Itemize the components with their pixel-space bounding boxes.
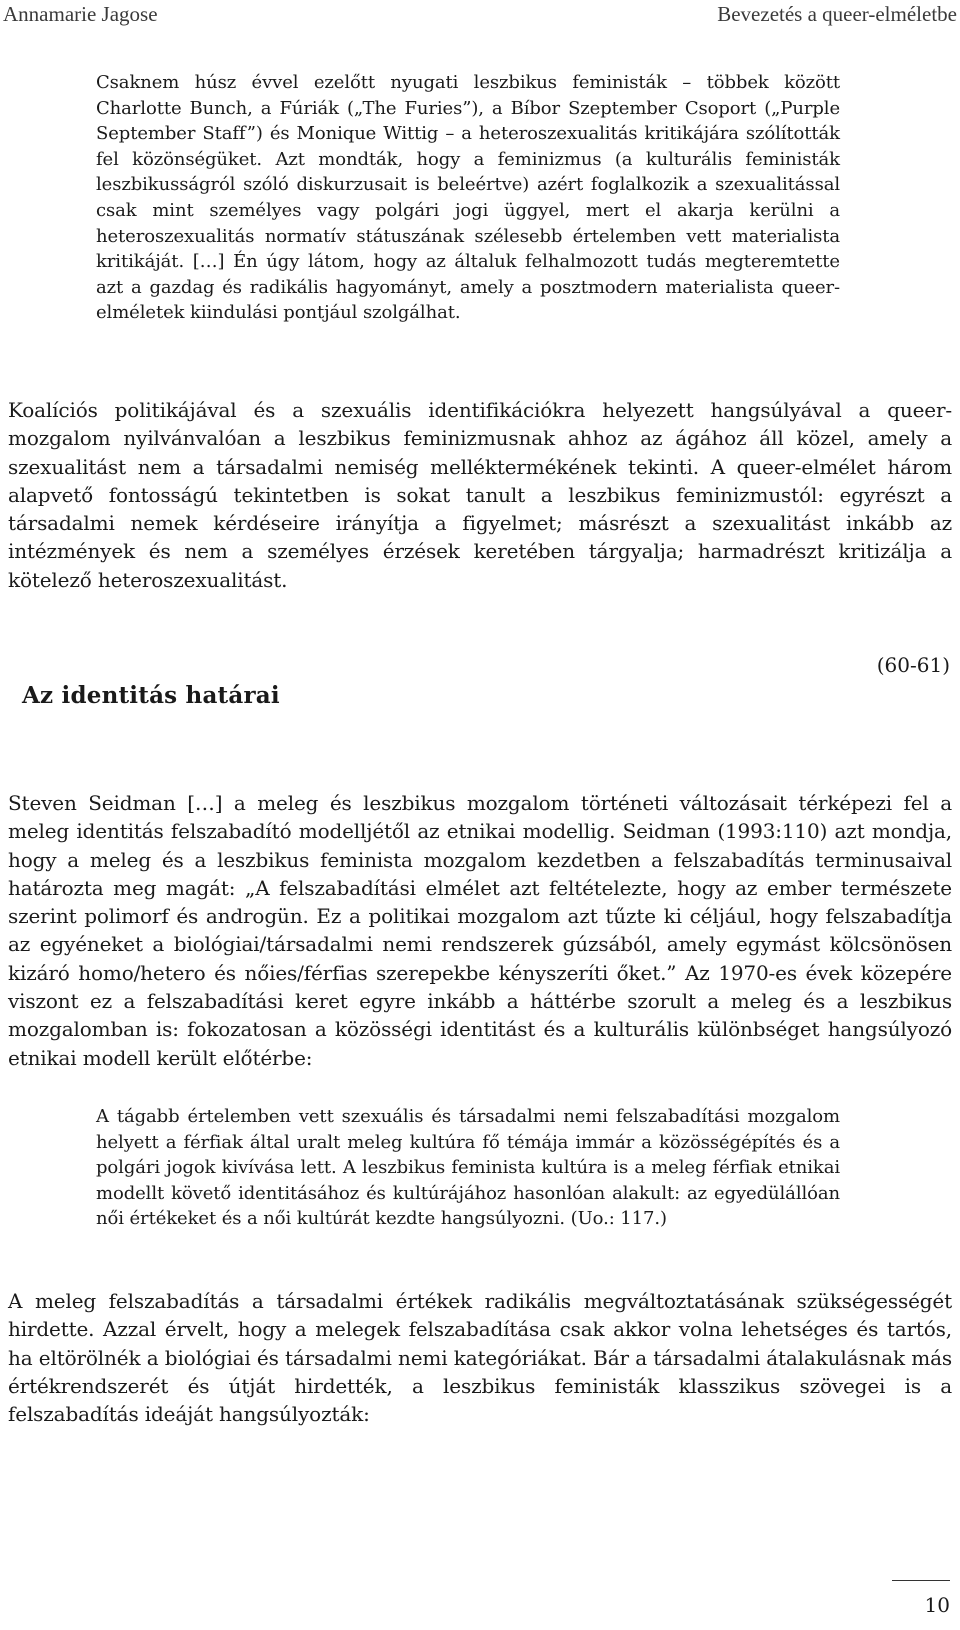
page-citation: (60-61)	[876, 653, 950, 677]
block-quote-seidman: A tágabb értelemben vett szexuális és társadalmi nemi felszabadítási mozgalom helyett a férfiak által uralt meleg kultúra fő témája immár a közösségépítés és a polgári jogok kivívása lett. A leszbikus feminista kultúra is a meleg férfiak etnikai modellt követő identitásához és kultúrájához hasonlóan alakult: az egyedülállóan női értékeket és a női kultúrát kezdte hangsúlyozni. (Uo.: 117.)	[96, 1106, 840, 1229]
block-quote-bunch-wittig: Csaknem húsz évvel ezelőtt nyugati leszbikus feministák – többek között Charlotte Bunch, a Fúriák („The Furies”), a Bíbor Szeptember Csoport („Purple September Staff”) és Monique Wittig – a heteroszexualitás kritikájára szólították fel közönségüket. Azt mondták, hogy a feminizmus (a kulturális feministák leszbikusságról szóló diskurzusait is beleértve) azért foglalkozik a szexualitással csak mint személyes vagy polgári jogi üggyel, mert el akarja kerülni a heteroszexualitás normatív státuszának szélesebb értelemben vett materialista kritikáját. […] Én úgy látom, hogy az általuk felhalmozott tudás megteremtette azt a gazdag és radikális hagyományt, amely a posztmodern materialista queer-elméletek kiindulási pontjául szolgálhat.	[96, 72, 840, 324]
header-book-title: Bevezetés a queer-elméletbe	[717, 2, 957, 26]
body-paragraph-gay-liberation: A meleg felszabadítás a társadalmi értékek radikális megváltoztatásának szükségességét hirdette. Azzal érvelt, hogy a melegek felszabadítása csak akkor volna lehetséges és tartós, ha eltörölnék a biológiai és társadalmi nemi kategóriákat. Bár a társadalmi átalakulásnak más értékrendszerét és útját hirdették, a leszbikus feministák klasszikus szövegei is a felszabadítás ideáját hangsúlyozták:	[8, 1289, 952, 1427]
running-header	[3, 2, 957, 30]
body-paragraph-seidman: Steven Seidman […] a meleg és leszbikus mozgalom történeti változásait térképezi fel a meleg identitás felszabadító modelljétől az etnikai modellig. Seidman (1993:110) azt mondja, hogy a meleg és a leszbikus feminista mozgalom kezdetben a felszabadítás terminusaival határozta meg magát: „A felszabadítási elmélet azt feltételezte, hogy az ember természete szerint polimorf és androgün. Ez a politikai mozgalom azt tűzte ki céljául, hogy felszabadítja az egyéneket a biológiai/társadalmi nemi rendszerek gúzsából, amely egymást kölcsönösen kizáró homo/hetero és nőies/férfias szerepekbe kényszeríti őket.” Az 1970-es évek közepére viszont ez a felszabadítási keret egyre inkább a háttérbe szorult a meleg és a leszbikus mozgalomban is: fokozatosan a közösségi identitást és a kulturális különbséget hangsúlyozó etnikai modell került előtérbe:	[8, 791, 952, 1070]
body-paragraph-coalition-politics: Koalíciós politikájával és a szexuális identifikációkra helyezett hangsúlyával a queer-mozgalom nyilvánvalóan a leszbikus feminizmusnak ahhoz az ágához áll közel, amely a szexualitást nem a társadalmi nemiség melléktermékének tekinti. A queer-elmélet három alapvető fontosságú tekintetben is sokat tanult a leszbikus feminizmustól: egyrészt a társadalmi nemek kérdéseire irányítja a figyelmet; másrészt a szexualitást inkább az intézmények és nem a személyes érzések keretében tárgyalja; harmadrészt kritizálja a kötelező heteroszexualitást.	[8, 398, 952, 592]
section-heading: Az identitás határai	[22, 682, 280, 709]
header-author: Annamarie Jagose	[3, 2, 158, 26]
page-number: 10	[924, 1593, 950, 1617]
footer-rule	[892, 1580, 950, 1581]
